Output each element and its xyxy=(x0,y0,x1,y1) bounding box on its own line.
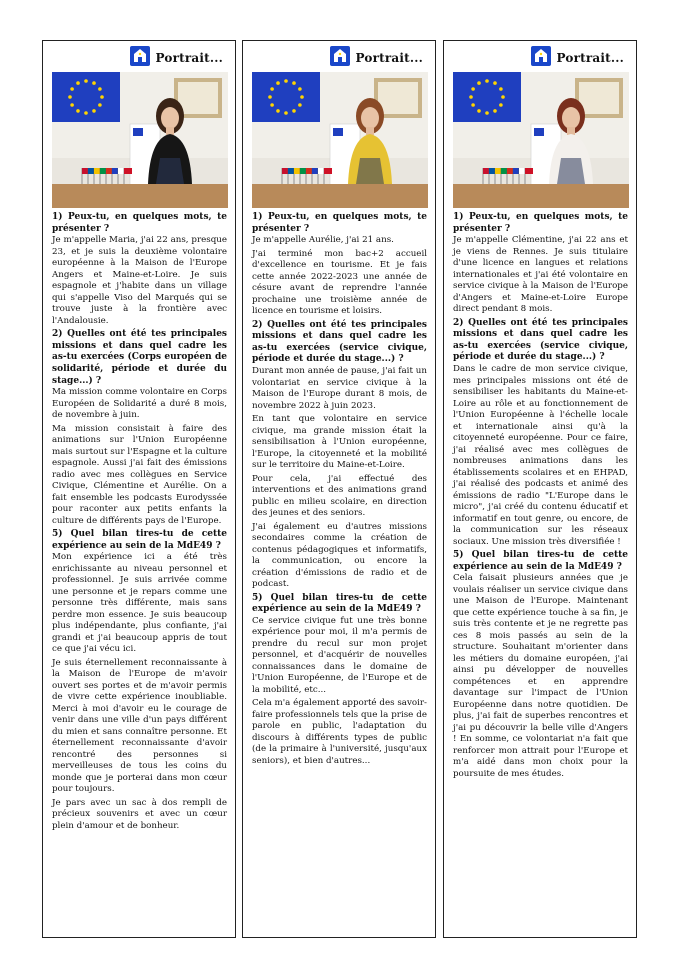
interview-question: 2) Quelles ont été tes principales missions et dans quel cadre les as-tu exercées (Corps européen de solidarité, période et durée du stage...) ? xyxy=(52,329,227,386)
interview-question: 5) Quel bilan tires-tu de cette expérience au sein de la MdE49 ? xyxy=(453,550,628,572)
interview-text xyxy=(52,212,227,832)
interview-question: 1) Peux-tu, en quelques mots, te présenter ? xyxy=(52,212,227,234)
interview-question: 1) Peux-tu, en quelques mots, te présenter ? xyxy=(252,212,427,234)
interview-text xyxy=(252,212,427,767)
interview-answer: J'ai terminé mon bac+2 accueil d'excellence en tourisme. Et je fais cette année 2022-2023 une année de césure avant de reprendre l'année prochaine une troisième année de licence en tourisme et loisirs. xyxy=(252,248,427,317)
portrait-column-2 xyxy=(242,40,436,938)
portrait-column-3 xyxy=(443,40,637,938)
portrait-photo-maria xyxy=(52,72,228,208)
europe-house-logo-icon xyxy=(531,46,556,70)
interview-answer: Ma mission comme volontaire en Corps Européen de Solidarité a duré 8 mois, de novembre à juin. xyxy=(52,387,227,421)
portrait-title: Portrait... xyxy=(556,51,624,65)
interview-question: 1) Peux-tu, en quelques mots, te présenter ? xyxy=(453,212,628,234)
portrait-header xyxy=(52,46,227,70)
interview-question: 2) Quelles ont été tes principales missions et dans quel cadre les as-tu exercées (service civique, période et durée du stage...) ? xyxy=(453,317,628,363)
europe-house-logo-icon xyxy=(330,46,355,70)
interview-answer: Ce service civique fut une très bonne expérience pour moi, il m'a permis de prendre du recul sur mon projet personnel, et d'acquérir de nouvelles connaissances dans le domaine de l'Union Européenne, de l'Europe et de la mobilité, etc... xyxy=(252,615,427,695)
interview-answer: Cela m'a également apporté des savoir-faire professionnels tels que la prise de parole en public, l'adaptation du discours à différents types de public (de la primaire à l'université, jusqu'aux seniors), et bien d'autres... xyxy=(252,698,427,766)
interview-answer: Je m'appelle Clémentine, j'ai 22 ans et je viens de Rennes. Je suis titulaire d'une licence en langues et relations internationales et j'ai été volontaire en service civique à la Maison de l'Europe d'Angers et Maine-et-Loire Europe direct pendant 8 mois. xyxy=(453,235,628,315)
interview-answer: Ma mission consistait à faire des animations sur l'Union Européenne mais surtout sur l'Espagne et la culture espagnole. Aussi j'ai fait des émissions radio avec mes collègues en Service Civique, Clémentine et Aurélie. On a fait ensemble les podcasts Eurodyssée pour raconter aux petits enfants la culture de différents pays de l'Europe. xyxy=(52,423,227,526)
interview-answer: Je pars avec un sac à dos rempli de précieux souvenirs et avec un cœur plein d'amour et de bonheur. xyxy=(52,797,227,831)
portrait-column-1 xyxy=(42,40,236,938)
interview-answer: Je m'appelle Maria, j'ai 22 ans, presque 23, et je suis la deuxième volontaire européenne à la Maison de l'Europe Angers et Maine-et-Loire. Je suis espagnole et j'habite dans un village qui s'appelle Viso del Marqués qui se trouve juste à la frontière avec l'Andalousie. xyxy=(52,235,227,326)
interview-question: 5) Quel bilan tires-tu de cette expérience au sein de la MdE49 ? xyxy=(52,529,227,551)
interview-question: 2) Quelles ont été tes principales missions et dans quel cadre les as-tu exercées (service civique, période et durée du stage...) ? xyxy=(252,319,427,365)
interview-text xyxy=(453,212,628,780)
europe-house-logo-icon xyxy=(130,46,155,70)
portrait-title: Portrait... xyxy=(355,51,423,65)
portrait-photo-clementine xyxy=(453,72,629,208)
interview-answer: Pour cela, j'ai effectué des interventions et des animations grand public en milieu scolaire, en direction des jeunes et des seniors. xyxy=(252,473,427,519)
interview-answer: J'ai également eu d'autres missions secondaires comme la création de contenus pédagogiques et informatifs, la communication, ou encore la création d'émissions de radio et de podcast. xyxy=(252,521,427,590)
interview-answer: Je suis éternellement reconnaissante à la Maison de l'Europe de m'avoir ouvert ses portes et de m'avoir permis de vivre cette expérience inoubliable. Merci à moi d'avoir eu le courage de venir dans une ville d'un pays différent du mien et sans connaître personne. Et éternellement reconnaissante d'avoir rencontré des personnes si merveilleuses de tous les coins du monde que je porterai dans mon cœur pour toujours. xyxy=(52,657,227,795)
portrait-title: Portrait... xyxy=(155,51,223,65)
portrait-header xyxy=(252,46,427,70)
portrait-photo-aurelie xyxy=(252,72,428,208)
interview-question: 5) Quel bilan tires-tu de cette expérience au sein de la MdE49 ? xyxy=(252,592,427,615)
interview-answer: Mon expérience ici a été très enrichissante au niveau personnel et professionnel. Je suis arrivée comme une personne et je repars comme une personne très différente, mais sans perdre mon essence. Je suis beaucoup plus indépendante, plus confiante, j'ai grandi et j'ai beaucoup appris de tout ce que j'ai vécu ici. xyxy=(52,552,227,655)
interview-answer: En tant que volontaire en service civique, ma grande mission était la sensibilisation à l'Union européenne, l'Europe, la citoyenneté et la mobilité sur le territoire du Maine-et-Loire. xyxy=(252,414,427,471)
interview-answer: Durant mon année de pause, j'ai fait un volontariat en service civique à la Maison de l'Europe durant 8 mois, de novembre 2022 à juin 2023. xyxy=(252,366,427,411)
interview-answer: Je m'appelle Aurélie, j'ai 21 ans. xyxy=(252,235,394,246)
interview-answer: Dans le cadre de mon service civique, mes principales missions ont été de sensibiliser les habitants du Maine-et-Loire au rôle et au fonctionnement de l'Union Européenne à l'échelle locale et internationale ainsi qu'à la citoyenneté européenne. Pour ce faire, j'ai réalisé avec mes collègues de nombreuses animations dans les établissements scolaires et en EHPAD, j'ai réalisé des podcasts et animé des émissions de radio "L'Europe dans le micro", j'ai créé du contenu éducatif et informatif en tout genre, ou encore, de la communication sur les réseaux sociaux. Une mission très diversifiée ! xyxy=(453,364,628,547)
portrait-header xyxy=(453,46,628,70)
interview-answer: Cela faisait plusieurs années que je voulais réaliser un service civique dans une Maison de l'Europe. Maintenant que cette expérience touche à sa fin, je suis très contente et je ne regrette pas ces 8 mois passés au sein de la structure. Souhaitant m'orienter dans les métiers du domaine européen, j'ai ainsi pu développer de nouvelles compétences et en apprendre davantage sur l'impact de l'Union Européenne dans notre quotidien. De plus, j'ai fait de superbes rencontres et j'ai pu découvrir la belle ville d'Angers ! En somme, ce volontariat n'a fait que renforcer mon attrait pour l'Europe et m'a aidé dans mon choix pour la poursuite de mes études. xyxy=(453,573,628,779)
